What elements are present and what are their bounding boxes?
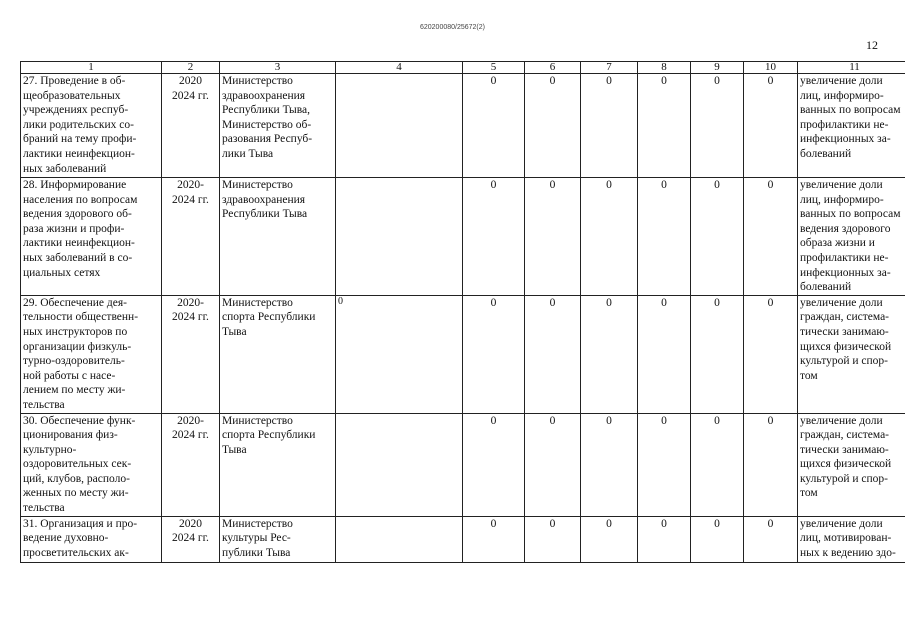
col5-value: 0 — [463, 178, 525, 296]
measure-name: 28. Информирование населения по вопросам ведения здорового об- раза жизни и профи- лактики неинфекцион- ных заболеваний в со- циальных сетях — [21, 178, 162, 296]
col9-value: 0 — [691, 178, 744, 296]
measure-name: 27. Проведение в об- щеобразовательных учреждениях респуб- лики родительских со- браний на тему профи- лактики неинфекцион- ных заболеваний — [21, 74, 162, 178]
col8-value: 0 — [638, 413, 691, 516]
col7-value: 0 — [581, 178, 638, 296]
column-header: 9 — [691, 62, 744, 74]
col8-value: 0 — [638, 295, 691, 413]
col4-value — [336, 413, 463, 516]
col9-value: 0 — [691, 516, 744, 562]
col5-value: 0 — [463, 516, 525, 562]
col9-value: 0 — [691, 74, 744, 178]
table-row — [21, 413, 905, 516]
column-header: 1 — [21, 62, 162, 74]
measure-name: 31. Организация и про- ведение духовно- просветительских ак- — [21, 516, 162, 562]
table-row — [21, 295, 905, 413]
col7-value: 0 — [581, 295, 638, 413]
col4-value: 0 — [336, 295, 463, 413]
period: 2020 2024 гг. — [162, 516, 220, 562]
col6-value: 0 — [525, 74, 581, 178]
measures-table — [20, 61, 905, 563]
col10-value: 0 — [744, 178, 798, 296]
document-id: 620200080/25672(2) — [419, 24, 485, 31]
page-number: 12 — [866, 38, 878, 52]
column-header: 5 — [463, 62, 525, 74]
col5-value: 0 — [463, 413, 525, 516]
col8-value: 0 — [638, 74, 691, 178]
column-header: 4 — [336, 62, 463, 74]
col6-value: 0 — [525, 413, 581, 516]
expected-result: увеличение доли граждан, система- тически занимаю- щихся физической культурой и спор- том — [798, 413, 905, 516]
col4-value — [336, 178, 463, 296]
column-header: 2 — [162, 62, 220, 74]
col9-value: 0 — [691, 413, 744, 516]
responsible: Министерство спорта Республики Тыва — [220, 413, 336, 516]
column-header: 8 — [638, 62, 691, 74]
column-header: 6 — [525, 62, 581, 74]
column-header: 10 — [744, 62, 798, 74]
table-row — [21, 516, 905, 562]
period: 2020 2024 гг. — [162, 74, 220, 178]
column-header: 11 — [798, 62, 905, 74]
period: 2020- 2024 гг. — [162, 178, 220, 296]
measure-name: 29. Обеспечение дея- тельности общественн- ных инструкторов по организации физкуль- турно-оздоровитель- ной работы с насе- лением по месту жи- тельства — [21, 295, 162, 413]
column-header: 7 — [581, 62, 638, 74]
period: 2020- 2024 гг. — [162, 413, 220, 516]
col9-value: 0 — [691, 295, 744, 413]
col10-value: 0 — [744, 413, 798, 516]
col7-value: 0 — [581, 516, 638, 562]
col7-value: 0 — [581, 413, 638, 516]
col4-value — [336, 516, 463, 562]
col10-value: 0 — [744, 516, 798, 562]
expected-result: увеличение доли граждан, система- тически занимаю- щихся физической культурой и спор- том — [798, 295, 905, 413]
col6-value: 0 — [525, 178, 581, 296]
responsible: Министерство культуры Рес- публики Тыва — [220, 516, 336, 562]
col5-value: 0 — [463, 295, 525, 413]
col6-value: 0 — [525, 295, 581, 413]
period: 2020- 2024 гг. — [162, 295, 220, 413]
column-number-row — [21, 62, 905, 74]
table-row — [21, 74, 905, 178]
responsible: Министерство спорта Республики Тыва — [220, 295, 336, 413]
col10-value: 0 — [744, 74, 798, 178]
responsible: Министерство здравоохранения Республики Тыва — [220, 178, 336, 296]
expected-result: увеличение доли лиц, мотивирован- ных к ведению здо- — [798, 516, 905, 562]
col7-value: 0 — [581, 74, 638, 178]
col5-value: 0 — [463, 74, 525, 178]
responsible: Министерство здравоохранения Республики Тыва, Министерство об- разования Респуб- лики Тыва — [220, 74, 336, 178]
col4-value — [336, 74, 463, 178]
col10-value: 0 — [744, 295, 798, 413]
expected-result: увеличение доли лиц, информиро- ванных по вопросам профилактики не- инфекционных за- болеваний — [798, 74, 905, 178]
measure-name: 30. Обеспечение функ- ционирования физ- культурно- оздоровительных сек- ций, клубов, располо- женных по месту жи- тельства — [21, 413, 162, 516]
col8-value: 0 — [638, 516, 691, 562]
col8-value: 0 — [638, 178, 691, 296]
table-row — [21, 178, 905, 296]
col6-value: 0 — [525, 516, 581, 562]
expected-result: увеличение доли лиц, информиро- ванных по вопросам ведения здорового образа жизни и профилактики не- инфекционных за- болеваний — [798, 178, 905, 296]
column-header: 3 — [220, 62, 336, 74]
